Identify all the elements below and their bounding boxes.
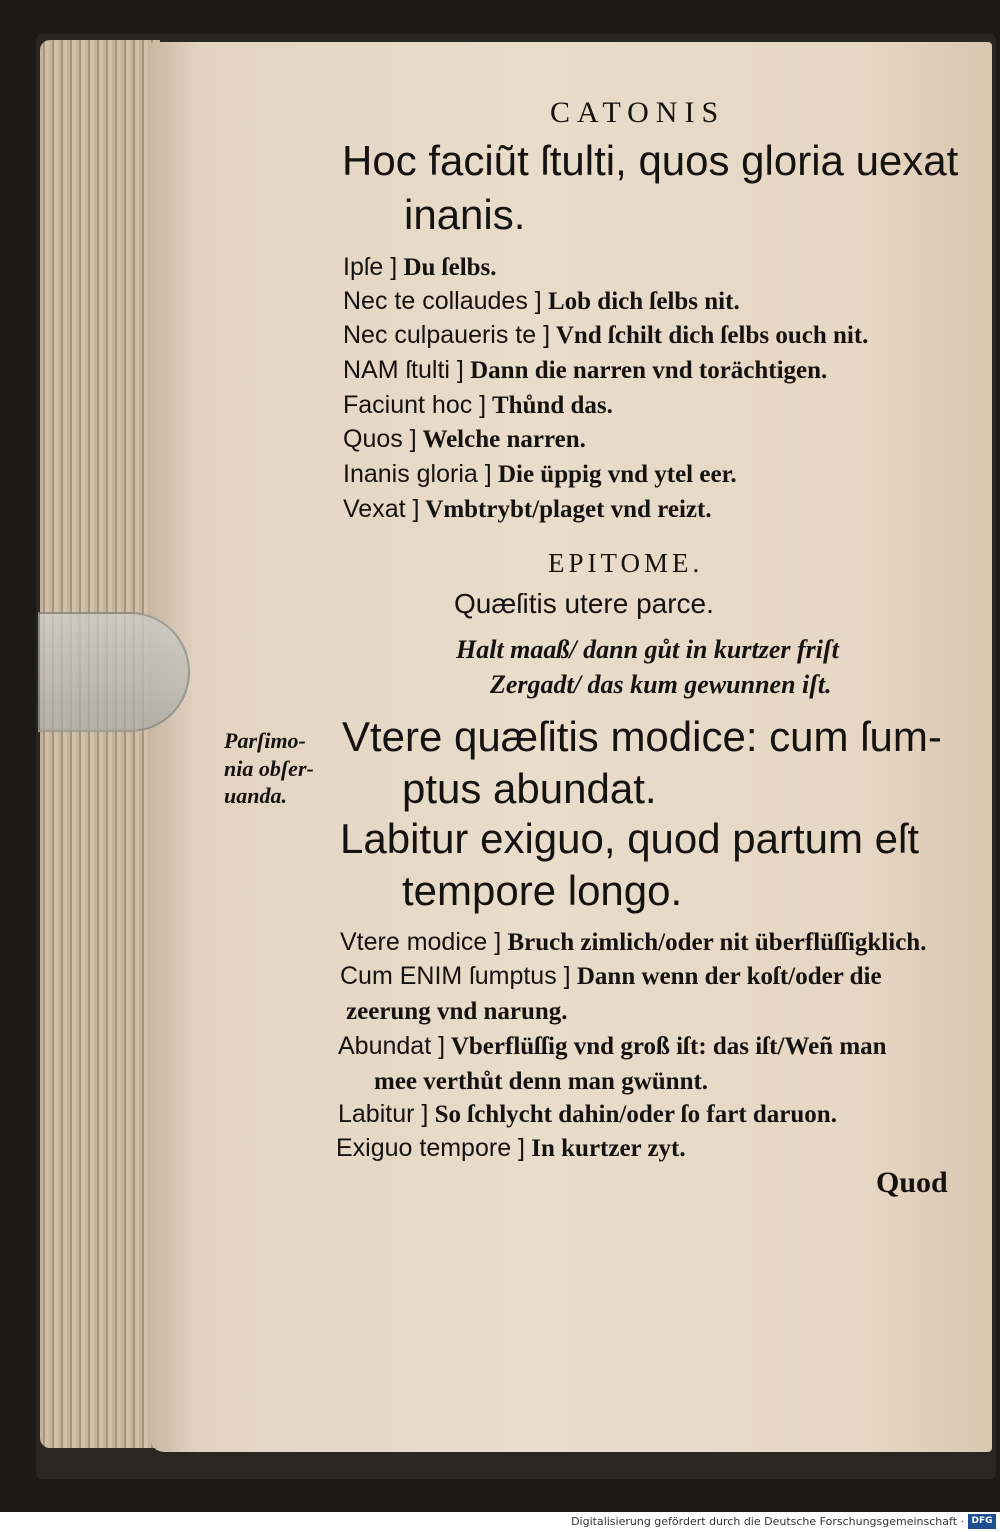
gloss-line [374,1069,708,1094]
gloss-line [340,930,926,955]
gloss-latin: Nec culpaueris te ] [343,321,551,349]
gloss-latin: Nec te collaudes ] [343,287,542,315]
gloss-line [340,964,882,989]
gloss-latin: Faciunt hoc ] [343,391,487,419]
gloss-latin: Vexat ] [343,495,420,523]
gloss-line [343,427,586,452]
gloss-german: Vberflüſſig vnd groß iſt: das iſt/Weñ man [450,1033,887,1060]
running-title: CATONIS [550,96,726,129]
verse1-line2: inanis. [404,191,526,238]
epitome-latin: Quæſitis utere parce. [454,588,714,619]
gloss-line [338,1102,837,1127]
gloss-line [338,1034,887,1059]
gloss-latin: Quos ] [343,425,417,453]
book-clip [38,612,190,732]
gloss-latin: Abundat ] [338,1032,446,1060]
dfg-logo-icon: DFG [968,1514,996,1529]
verse2-line4: tempore longo. [402,867,683,914]
verse1-line1: Hoc faciũt ſtulti, quos gloria uexat [342,137,959,184]
gloss-latin: Inanis gloria ] [343,460,492,488]
gloss-german: Dann die narren vnd torächtigen. [470,357,828,384]
gloss-line [343,497,712,522]
gloss-latin: Vtere modice ] [340,928,502,956]
gloss-line [343,462,737,487]
margin-note-line: Parſimo- [224,728,306,753]
gloss-german: Lob dich ſelbs nit. [547,288,740,315]
gloss-german: Vnd ſchilt dich ſelbs ouch nit. [555,322,869,349]
gloss-german: Du ſelbs. [403,254,497,281]
gloss-german: Die üppig vnd ytel eer. [497,461,737,488]
epitome-german-1: Halt maaß/ dann gůt in kurtzer friſt [456,635,839,664]
gloss-german: So ſchlycht dahin/oder ſo fart daruon. [434,1101,837,1128]
footer [0,1512,1000,1532]
gloss-german: In kurtzer zyt. [531,1135,686,1162]
margin-note-line: nia obſer- [224,755,314,781]
gloss-german: Dann wenn der koſt/oder die [576,963,882,990]
verse2-line1: Vtere quæſitis modice: cum ſum- [342,713,942,760]
gloss-german: Thůnd das. [491,392,613,419]
gloss-latin: Exiguo tempore ] [336,1134,525,1162]
gloss-line [336,1136,686,1161]
gloss-german: Welche narren. [422,426,586,453]
gloss-line [343,289,740,314]
gloss-line [343,323,868,348]
page-edges [40,40,160,1448]
gloss-line [343,358,827,383]
gloss-latin: Ipſe ] [343,253,398,281]
gloss-latin: Labitur ] [338,1100,429,1128]
gloss-german: zeerung vnd narung. [346,998,568,1025]
gloss-latin: Cum ENIM ſumptus ] [340,962,571,990]
verse2-line3: Labitur exiguo, quod partum eſt [340,815,920,862]
footer-credit: Digitalisierung gefördert durch die Deutsche Forschungsgemeinschaft · [571,1515,964,1528]
gloss-line [346,999,568,1024]
epitome-german-2: Zergadt/ das kum gewunnen iſt. [490,670,832,699]
gloss-german: Bruch zimlich/oder nit überflüſſigklich. [507,929,927,956]
gloss-german: mee verthůt denn man gwünnt. [374,1068,709,1095]
catchword: Quod [876,1166,948,1199]
gloss-line [343,255,497,280]
gloss-line [343,393,613,418]
margin-note-line: uanda. [224,783,287,808]
gloss-latin: NAM ſtulti ] [343,356,464,384]
verse2-line2: ptus abundat. [402,765,657,812]
gloss-german: Vmbtrybt/plaget vnd reizt. [425,496,712,523]
epitome-heading: EPITOME. [548,548,704,578]
margin-note [224,727,314,810]
